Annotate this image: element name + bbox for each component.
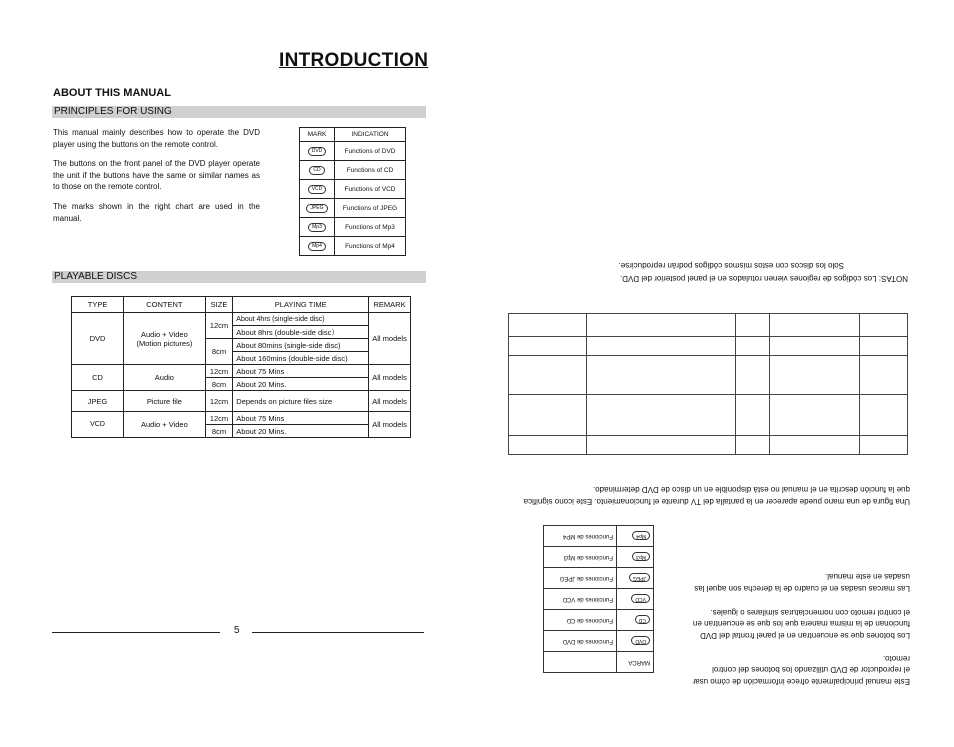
discs-header-time: PLAYING TIME <box>233 297 369 313</box>
cd-content: Audio <box>124 365 206 391</box>
discs-header-size: SIZE <box>205 297 233 313</box>
vcd-type: VCD <box>72 412 124 438</box>
es-row-text: Funciones de CD <box>544 610 617 631</box>
dvd-time-3: About 80mins (single-side disc) <box>233 339 369 352</box>
vcd-time-1: About 75 Mins <box>233 412 369 425</box>
es-marks-table <box>543 525 654 673</box>
es-dvd-mark-icon: DVD <box>631 637 650 646</box>
dvd-content: Audio + Video (Motion pictures) <box>124 313 206 365</box>
marks-row-text: Functions of VCD <box>335 180 406 199</box>
mp4-mark-icon: Mp4 <box>308 242 326 251</box>
principles-heading: PRINCIPLES FOR USING <box>52 106 426 118</box>
es-notas: NOTAS: Los códigos de regiones vienen rotulados en el panel posterior del DVD. <box>619 274 908 283</box>
dvd-size-12: 12cm <box>205 313 233 339</box>
marks-header-indication: INDICATION <box>335 128 406 142</box>
cd-type: CD <box>72 365 124 391</box>
es-row-text: Funciones de VCD <box>544 589 617 610</box>
vcd-size-12: 12cm <box>205 412 233 425</box>
es-para-marks: Las marcas usadas en el cuadro de la derecha son aquel las usadas en este manual. <box>694 572 910 593</box>
vcd-size-8: 8cm <box>205 425 233 438</box>
jpeg-time: Depends on picture files size <box>233 391 369 412</box>
es-region-table <box>508 313 908 455</box>
cd-time-2: About 20 Mins. <box>233 378 369 391</box>
vcd-content: Audio + Video <box>124 412 206 438</box>
mp3-mark-icon: Mp3 <box>308 223 326 232</box>
jpeg-size: 12cm <box>205 391 233 412</box>
es-row-text: Funciones de MP4 <box>544 526 617 547</box>
es-para-front-panel: Los botones que se encuentran en el panel frontal del DVD funcionan de la misma manera que los que se encuentran en el control remoto con nomenclaturas similares o iguales. <box>692 608 910 640</box>
marks-row-text: Functions of Mp4 <box>335 237 406 256</box>
vcd-remark: All models <box>369 412 411 438</box>
jpeg-type: JPEG <box>72 391 124 412</box>
es-mp4-mark-icon: Mp4 <box>632 532 650 541</box>
dvd-time-1: About 4hrs (single-side disc) <box>233 313 369 326</box>
marks-header-mark: MARK <box>300 128 335 142</box>
para-front-panel: The buttons on the front panel of the DVD player operate the unit if the buttons have the same or similar names as to those on the remote control. <box>53 159 260 191</box>
marks-table <box>299 127 406 256</box>
cd-size-8: 8cm <box>205 378 233 391</box>
es-row-text: Funciones de DVD <box>544 631 617 652</box>
dvd-remark: All models <box>369 313 411 365</box>
jpeg-content: Picture file <box>124 391 206 412</box>
page-number: 5 <box>234 625 240 636</box>
marks-row-text: Functions of DVD <box>335 142 406 161</box>
marks-row-text: Functions of Mp3 <box>335 218 406 237</box>
marks-row-text: Functions of JPEG <box>335 199 406 218</box>
es-para-icono: Una figura de una mano puede aparecer en la pantalla del TV durante el funcionamiento. Este icono significa que la función descrita en el manual no está disponible en un disco de DVD determinado. <box>523 485 910 506</box>
es-row-text: Funciones de Mp3 <box>544 547 617 568</box>
cd-mark-icon: CD <box>309 166 324 175</box>
vcd-time-2: About 20 Mins. <box>233 425 369 438</box>
playable-heading: PLAYABLE DISCS <box>52 271 426 283</box>
discs-table <box>71 296 411 438</box>
es-marca-header: MARCA <box>617 652 654 673</box>
cd-size-12: 12cm <box>205 365 233 378</box>
es-mp3-mark-icon: Mp3 <box>632 553 650 562</box>
dvd-time-2: About 8hrs (double-side disc） <box>233 326 369 339</box>
footer-line-left <box>52 632 220 633</box>
es-notas-2: Solo los discos con estos mismos códigos podrán reproducirse. <box>618 261 844 270</box>
dvd-size-8: 8cm <box>205 339 233 365</box>
cd-remark: All models <box>369 365 411 391</box>
about-heading: ABOUT THIS MANUAL <box>53 87 171 99</box>
es-cd-mark-icon: CD <box>635 616 650 625</box>
discs-header-content: CONTENT <box>124 297 206 313</box>
page-title: INTRODUCTION <box>279 50 429 71</box>
es-vcd-mark-icon: VCD <box>631 595 650 604</box>
es-row-text: Funciones de JPEG <box>544 568 617 589</box>
dvd-time-4: About 160mins (double-side disc) <box>233 352 369 365</box>
es-jpeg-mark-icon: JPEG <box>629 574 650 583</box>
vcd-mark-icon: VCD <box>308 185 327 194</box>
discs-header-type: TYPE <box>72 297 124 313</box>
cd-time-1: About 75 Mins <box>233 365 369 378</box>
footer-line-right <box>252 632 424 633</box>
dvd-mark-icon: DVD <box>308 147 327 156</box>
para-marks: The marks shown in the right chart are used in the manual. <box>53 202 260 223</box>
spanish-page-upside-down <box>477 0 954 747</box>
discs-header-remark: REMARK <box>369 297 411 313</box>
para-remote: This manual mainly describes how to operate the DVD player using the buttons on the remote control. <box>53 128 260 149</box>
marks-row-text: Functions of CD <box>335 161 406 180</box>
es-para-remote: Este manual principalmente ofrece información de cómo usar el reproductor de DVD utilizando los botones del control remoto. <box>692 654 910 686</box>
dvd-type: DVD <box>72 313 124 365</box>
jpeg-remark: All models <box>369 391 411 412</box>
jpeg-mark-icon: JPEG <box>306 204 327 213</box>
